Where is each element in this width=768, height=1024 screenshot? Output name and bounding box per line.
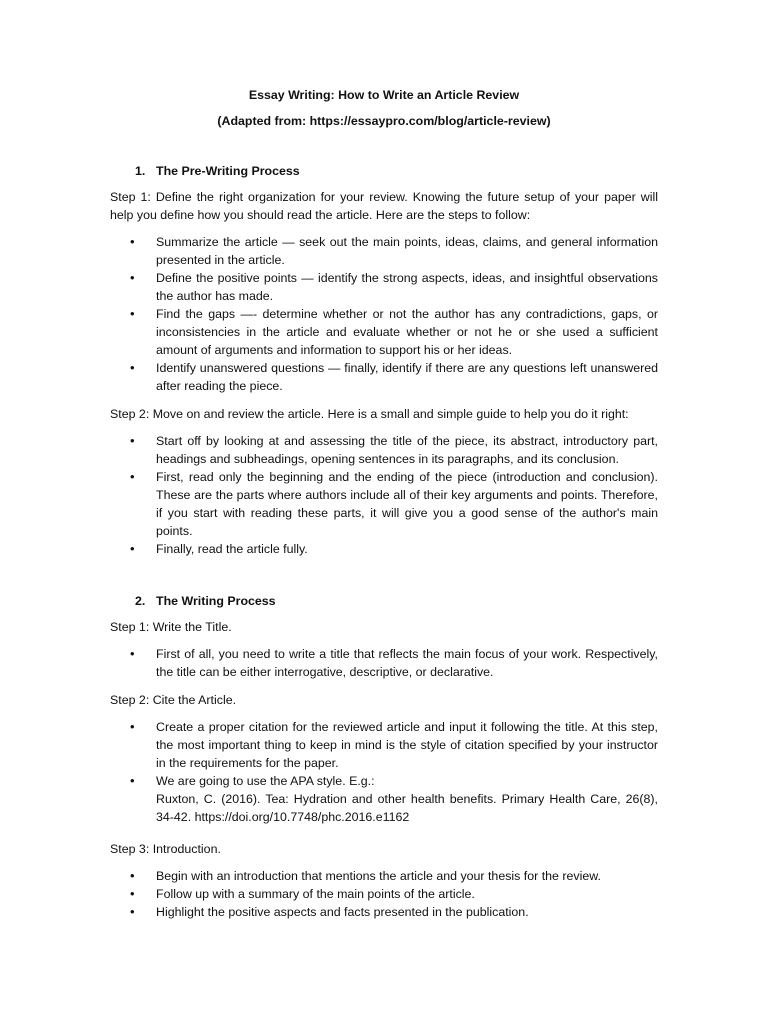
section-number: 1. bbox=[135, 164, 146, 178]
step-paragraph: Step 2: Move on and review the article. Here is a small and simple guide to help you do it right: bbox=[110, 407, 629, 421]
step-paragraph: Step 1: Write the Title. bbox=[110, 620, 232, 634]
section-number: 2. bbox=[135, 594, 146, 608]
bullet-icon: • bbox=[130, 360, 135, 375]
section-title: The Pre-Writing Process bbox=[156, 164, 300, 178]
bullet-icon: • bbox=[130, 469, 135, 484]
bullet-list bbox=[110, 645, 658, 681]
bullet-list bbox=[110, 233, 658, 395]
bullet-icon: • bbox=[130, 541, 135, 556]
list-item: • Identify unanswered questions — finally, identify if there are any questions left unanswered after reading the piece. bbox=[130, 360, 658, 393]
list-item: • First of all, you need to write a title that reflects the main focus of your work. Respectively, the title can be either interrogative, descriptive, or declarative. bbox=[130, 646, 658, 679]
step-paragraph: Step 2: Cite the Article. bbox=[110, 693, 237, 707]
list-item: • Begin with an introduction that mentions the article and your thesis for the review. bbox=[130, 868, 601, 883]
list-item: • Follow up with a summary of the main points of the article. bbox=[130, 886, 475, 901]
document-title: Essay Writing: How to Write an Article Review bbox=[248, 88, 520, 102]
bullet-icon: • bbox=[130, 234, 135, 249]
list-item: • Define the positive points — identify the strong aspects, ideas, and insightful observations the author has made. bbox=[130, 270, 658, 303]
list-item: • First, read only the beginning and the ending of the piece (introduction and conclusion). These are the parts where authors include all of their key arguments and points. Therefore, if you start with reading these parts, it will give you a good sense of the author's main points. bbox=[130, 469, 658, 538]
list-item: • Find the gaps —- determine whether or not the author has any contradictions, gaps, or inconsistencies in the article and evaluate whether or not he or she used a sufficient amount of arguments and information to support his or her ideas. bbox=[130, 306, 658, 357]
bullet-icon: • bbox=[130, 886, 135, 901]
apa-style-note: We are going to use the APA style. E.g.: bbox=[156, 774, 375, 788]
document-subtitle: (Adapted from: https://essaypro.com/blog/article-review) bbox=[217, 114, 551, 128]
list-item: • Start off by looking at and assessing the title of the piece, its abstract, introductory part, headings and subheadings, opening sentences in its paragraphs, and its conclusion. bbox=[130, 433, 658, 466]
bullet-icon: • bbox=[130, 773, 135, 788]
bullet-list bbox=[110, 718, 658, 826]
section-title: The Writing Process bbox=[156, 594, 276, 608]
list-item: • Highlight the positive aspects and facts presented in the publication. bbox=[130, 904, 529, 919]
bullet-icon: • bbox=[130, 306, 135, 321]
step-paragraph: Step 1: Define the right organization for your review. Knowing the future setup of your paper will help you define how you should read the article. Here are the steps to follow: bbox=[110, 190, 658, 222]
bullet-icon: • bbox=[130, 719, 135, 734]
bullet-icon: • bbox=[130, 868, 135, 883]
section-heading-writing bbox=[110, 592, 658, 610]
list-item bbox=[110, 772, 658, 826]
apa-citation-example: Ruxton, C. (2016). Tea: Hydration and other health benefits. Primary Health Care, 26(8), 34-42. https://doi.org/10.7748/phc.2016.e1162 bbox=[156, 792, 658, 824]
list-item: • Finally, read the article fully. bbox=[130, 541, 308, 556]
step-paragraph: Step 3: Introduction. bbox=[110, 842, 221, 856]
bullet-list bbox=[110, 867, 658, 921]
bullet-icon: • bbox=[130, 646, 135, 661]
bullet-icon: • bbox=[130, 433, 135, 448]
list-item: • Summarize the article — seek out the main points, ideas, claims, and general information presented in the article. bbox=[130, 234, 658, 267]
list-item: • Create a proper citation for the reviewed article and input it following the title. At this step, the most important thing to keep in mind is the style of citation specified by your instructor in the requirements for the paper. bbox=[130, 719, 658, 770]
bullet-icon: • bbox=[130, 270, 135, 285]
bullet-icon: • bbox=[130, 904, 135, 919]
bullet-list bbox=[110, 432, 658, 558]
section-heading-pre-writing bbox=[110, 162, 658, 180]
